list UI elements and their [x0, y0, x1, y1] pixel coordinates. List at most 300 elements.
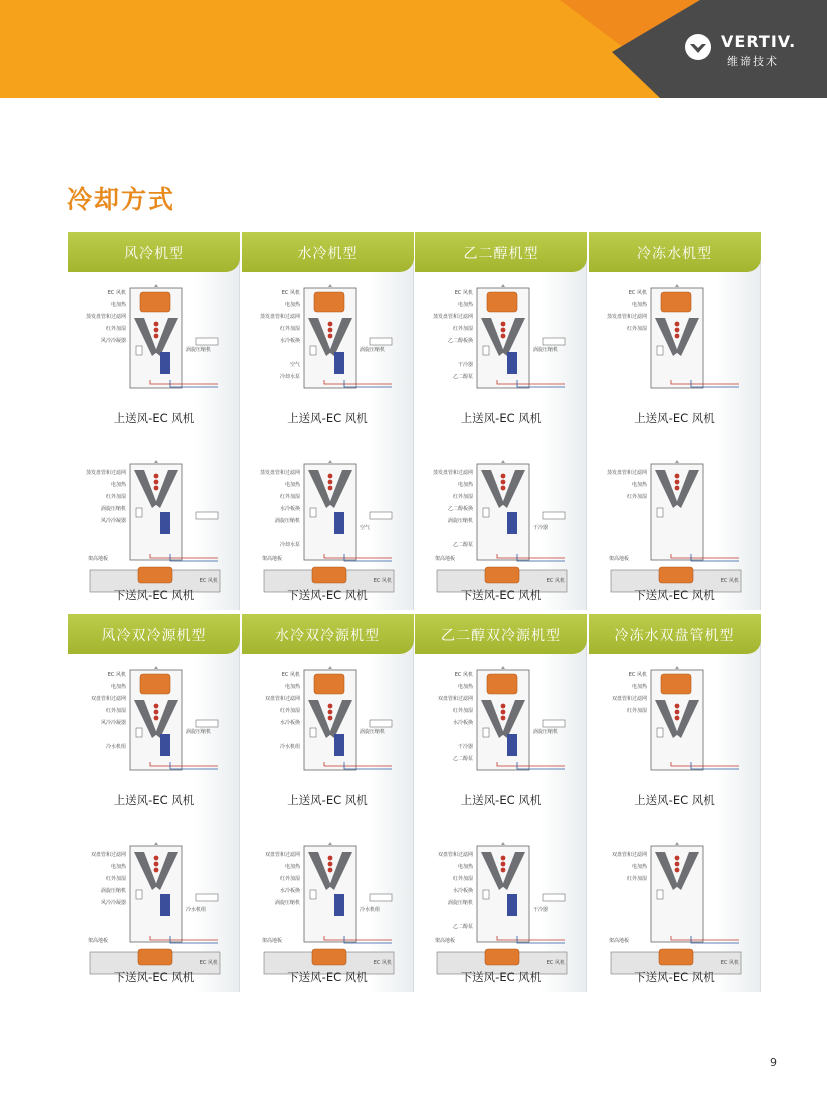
ec-fan	[487, 292, 517, 312]
electric-heater	[501, 334, 506, 339]
electric-heater	[327, 862, 332, 867]
diagram-label: 涡旋压缩机	[533, 347, 559, 353]
outdoor-unit	[196, 894, 218, 901]
diagram-label: 红外加湿	[452, 708, 473, 714]
card-title-tab: 风冷双冷源机型	[68, 614, 240, 654]
ec-fan	[314, 674, 344, 694]
diagram-label: 冷却水泵	[279, 374, 300, 380]
diagram-label: 风冷冷凝器	[100, 900, 126, 906]
diagram-label: 电加热	[284, 302, 300, 308]
scroll-compressor	[160, 352, 170, 374]
electric-heater	[154, 474, 159, 479]
airflow-arrow	[501, 460, 505, 463]
ec-fan	[138, 949, 172, 965]
diagram-label: 涡旋压缩机	[100, 506, 126, 512]
outdoor-unit	[543, 512, 565, 519]
outdoor-unit	[543, 894, 565, 901]
diagram-label: 冷水机组	[279, 744, 300, 750]
diagram-label: EC 风机	[107, 290, 126, 296]
electric-heater	[327, 480, 332, 485]
electric-heater	[327, 716, 332, 721]
electric-heater	[501, 322, 506, 327]
electric-heater	[501, 862, 506, 867]
airflow-arrow	[154, 284, 158, 287]
upflow-caption: 上送风-EC 风机	[287, 411, 368, 425]
diagram-label: EC 风机	[628, 672, 647, 678]
outdoor-unit	[196, 720, 218, 727]
diagram-label: 干冷器	[457, 362, 473, 368]
diagram-label: 乙二醇泵	[452, 924, 473, 930]
upflow-caption: 上送风-EC 风机	[634, 793, 715, 807]
electric-heater	[327, 328, 332, 333]
electric-heater	[154, 856, 159, 861]
diagram-label: 乙二醇板换	[447, 506, 473, 512]
card-title-tab: 水冷机型	[242, 232, 414, 272]
diagram-label: 红外加湿	[626, 708, 647, 714]
outdoor-unit	[196, 512, 218, 519]
downflow-caption: 下送风-EC 风机	[287, 588, 368, 602]
scroll-compressor	[507, 894, 517, 916]
electric-heater	[501, 710, 506, 715]
diagram-label: 涡旋压缩机	[186, 729, 212, 735]
diagram-label: 红外加湿	[452, 876, 473, 882]
downflow-caption: 下送风-EC 风机	[113, 970, 195, 984]
diagram-label: EC 风机	[199, 578, 218, 584]
downflow-diagram	[68, 836, 240, 976]
diagram-label: 乙二醇泵	[452, 374, 473, 380]
electric-heater	[501, 856, 506, 861]
electric-heater	[501, 868, 506, 873]
electric-heater	[674, 486, 679, 491]
diagram-label: 涡旋压缩机	[274, 518, 300, 524]
unit-schematic	[242, 276, 414, 416]
infrared-humidifier	[657, 890, 663, 899]
upflow-diagram	[415, 276, 587, 416]
upflow-caption: 上送风-EC 风机	[287, 793, 368, 807]
diagram-label: 红外加湿	[105, 326, 126, 332]
downflow-caption: 下送风-EC 风机	[460, 970, 542, 984]
electric-heater	[327, 704, 332, 709]
diagram-label: 电加热	[457, 482, 473, 488]
upflow-caption: 上送风-EC 风机	[113, 411, 195, 425]
diagram-label: 红外加湿	[626, 494, 647, 500]
electric-heater	[154, 480, 159, 485]
unit-schematic	[589, 454, 761, 594]
ec-fan	[140, 292, 170, 312]
diagram-label: 双盘管和过滤网	[264, 696, 300, 702]
diagram-label: EC 风机	[373, 578, 392, 584]
upflow-caption: 上送风-EC 风机	[460, 793, 542, 807]
electric-heater	[154, 716, 159, 721]
diagram-label: 蒸发盘管和过滤网	[85, 470, 126, 476]
diagram-label: EC 风机	[546, 578, 565, 584]
electric-heater	[501, 328, 506, 333]
diagram-label: 干冷器	[457, 744, 473, 750]
unit-schematic	[415, 658, 587, 798]
outdoor-unit	[370, 338, 392, 345]
downflow-diagram	[242, 454, 414, 594]
diagram-label: 干冷器	[533, 525, 549, 531]
diagram-label: 涡旋压缩机	[186, 347, 212, 353]
diagram-label: 电加热	[110, 482, 126, 488]
diagram-label: 涡旋压缩机	[447, 900, 473, 906]
diagram-label: 红外加湿	[105, 494, 126, 500]
electric-heater	[501, 474, 506, 479]
upflow-diagram	[242, 658, 414, 798]
diagram-label: 冷水机组	[359, 907, 380, 913]
diagram-label: 红外加湿	[626, 876, 647, 882]
airflow-arrow	[154, 460, 158, 463]
diagram-label: 涡旋压缩机	[359, 347, 385, 353]
scroll-compressor	[334, 512, 344, 534]
electric-heater	[327, 868, 332, 873]
airflow-arrow	[501, 284, 505, 287]
unit-schematic	[68, 454, 240, 594]
diagram-label: 涡旋压缩机	[359, 729, 385, 735]
diagram-label: 红外加湿	[279, 708, 300, 714]
electric-heater	[501, 716, 506, 721]
diagram-label: 架高地板	[261, 556, 282, 562]
airflow-arrow	[154, 842, 158, 845]
diagram-label: EC 风机	[281, 672, 300, 678]
diagram-label: 电加热	[631, 684, 647, 690]
scroll-compressor	[507, 352, 517, 374]
airflow-arrow	[675, 284, 679, 287]
infrared-humidifier	[136, 508, 142, 517]
infrared-humidifier	[657, 508, 663, 517]
diagram-label: 电加热	[110, 684, 126, 690]
downflow-caption: 下送风-EC 风机	[460, 588, 542, 602]
electric-heater	[674, 716, 679, 721]
upflow-diagram	[68, 276, 240, 416]
unit-schematic	[68, 276, 240, 416]
cooling-methods-grid	[68, 232, 762, 1010]
diagram-label: 蒸发盘管和过滤网	[606, 470, 647, 476]
brand-name: VERTIV.	[721, 32, 797, 51]
diagram-label: 涡旋压缩机	[100, 888, 126, 894]
diagram-label: 蒸发盘管和过滤网	[606, 314, 647, 320]
electric-heater	[154, 328, 159, 333]
cooling-type-card	[415, 614, 587, 992]
diagram-label: 电加热	[631, 482, 647, 488]
scroll-compressor	[507, 512, 517, 534]
section-title: 冷却方式	[67, 185, 176, 214]
infrared-humidifier	[136, 728, 142, 737]
diagram-label: EC 风机	[720, 960, 739, 966]
ec-fan	[314, 292, 344, 312]
electric-heater	[674, 334, 679, 339]
diagram-label: 架高地板	[435, 938, 456, 944]
unit-schematic	[68, 658, 240, 798]
card-title-tab: 冷冻水双盘管机型	[589, 614, 761, 654]
unit-schematic	[589, 658, 761, 798]
diagram-label: 双盘管和过滤网	[437, 852, 473, 858]
diagram-label: 涡旋压缩机	[447, 518, 473, 524]
electric-heater	[674, 710, 679, 715]
diagram-label: 电加热	[631, 864, 647, 870]
upflow-caption: 上送风-EC 风机	[113, 793, 195, 807]
infrared-humidifier	[310, 728, 316, 737]
infrared-humidifier	[657, 346, 663, 355]
infrared-humidifier	[483, 890, 489, 899]
scroll-compressor	[160, 894, 170, 916]
diagram-label: 水冷板换	[452, 720, 473, 726]
unit-schematic	[415, 454, 587, 594]
scroll-compressor	[507, 734, 517, 756]
diagram-label: 蒸发盘管和过滤网	[432, 470, 473, 476]
diagram-label: 乙二醇板换	[447, 338, 473, 344]
electric-heater	[154, 486, 159, 491]
electric-heater	[674, 328, 679, 333]
infrared-humidifier	[136, 346, 142, 355]
diagram-label: 双盘管和过滤网	[90, 852, 126, 858]
unit-schematic	[242, 836, 414, 976]
diagram-label: 空气	[289, 362, 300, 368]
diagram-label: EC 风机	[281, 290, 300, 296]
airflow-arrow	[501, 842, 505, 845]
card-title-tab: 风冷机型	[68, 232, 240, 272]
electric-heater	[154, 334, 159, 339]
outdoor-unit	[543, 720, 565, 727]
electric-heater	[327, 474, 332, 479]
airflow-arrow	[675, 460, 679, 463]
electric-heater	[674, 868, 679, 873]
electric-heater	[154, 862, 159, 867]
electric-heater	[327, 322, 332, 327]
airflow-arrow	[328, 666, 332, 669]
brand-logo	[683, 30, 813, 74]
upflow-diagram	[242, 276, 414, 416]
airflow-arrow	[501, 666, 505, 669]
downflow-diagram	[589, 836, 761, 976]
diagram-label: 水冷板换	[279, 338, 300, 344]
diagram-label: 乙二醇泵	[452, 542, 473, 548]
downflow-diagram	[415, 836, 587, 976]
cooling-type-card	[242, 614, 414, 992]
vertiv-logo-icon	[683, 32, 713, 62]
outdoor-unit	[370, 894, 392, 901]
electric-heater	[154, 868, 159, 873]
ec-fan	[312, 949, 346, 965]
diagram-label: 电加热	[457, 684, 473, 690]
outdoor-unit	[370, 512, 392, 519]
diagram-label: 空气	[359, 525, 370, 531]
cooling-type-card	[68, 614, 240, 992]
cooling-type-card	[68, 232, 240, 610]
electric-heater	[501, 704, 506, 709]
electric-heater	[674, 474, 679, 479]
cooling-type-card	[589, 232, 761, 610]
scroll-compressor	[160, 512, 170, 534]
diagram-label: 双盘管和过滤网	[90, 696, 126, 702]
diagram-label: 电加热	[110, 864, 126, 870]
diagram-label: 风冷冷凝器	[100, 518, 126, 524]
diagram-label: EC 风机	[454, 290, 473, 296]
downflow-diagram	[68, 454, 240, 594]
diagram-label: 电加热	[457, 302, 473, 308]
upflow-diagram	[68, 658, 240, 798]
diagram-label: 涡旋压缩机	[533, 729, 559, 735]
unit-schematic	[589, 836, 761, 976]
ec-fan	[138, 567, 172, 583]
airflow-arrow	[328, 842, 332, 845]
electric-heater	[501, 480, 506, 485]
diagram-label: 红外加湿	[452, 494, 473, 500]
card-title-tab: 水冷双冷源机型	[242, 614, 414, 654]
electric-heater	[327, 710, 332, 715]
diagram-label: 电加热	[284, 864, 300, 870]
infrared-humidifier	[310, 346, 316, 355]
infrared-humidifier	[483, 728, 489, 737]
diagram-label: 电加热	[284, 684, 300, 690]
electric-heater	[674, 480, 679, 485]
outdoor-unit	[196, 338, 218, 345]
diagram-label: 架高地板	[608, 938, 629, 944]
diagram-label: 双盘管和过滤网	[264, 852, 300, 858]
upflow-diagram	[589, 276, 761, 416]
upflow-diagram	[589, 658, 761, 798]
electric-heater	[674, 704, 679, 709]
infrared-humidifier	[483, 346, 489, 355]
downflow-caption: 下送风-EC 风机	[113, 588, 195, 602]
unit-schematic	[242, 454, 414, 594]
diagram-label: EC 风机	[373, 960, 392, 966]
card-title-tab: 冷冻水机型	[589, 232, 761, 272]
diagram-label: 水冷板换	[452, 888, 473, 894]
electric-heater	[327, 334, 332, 339]
card-title-tab: 乙二醇机型	[415, 232, 587, 272]
electric-heater	[674, 856, 679, 861]
diagram-label: 风冷冷凝器	[100, 338, 126, 344]
diagram-label: EC 风机	[107, 672, 126, 678]
upflow-diagram	[415, 658, 587, 798]
diagram-label: 双盘管和过滤网	[437, 696, 473, 702]
diagram-label: 红外加湿	[279, 494, 300, 500]
diagram-label: 架高地板	[608, 556, 629, 562]
diagram-label: 蒸发盘管和过滤网	[85, 314, 126, 320]
diagram-label: 架高地板	[88, 938, 109, 944]
downflow-caption: 下送风-EC 风机	[634, 588, 715, 602]
diagram-label: 红外加湿	[626, 326, 647, 332]
diagram-label: 电加热	[284, 482, 300, 488]
diagram-label: 蒸发盘管和过滤网	[259, 470, 300, 476]
diagram-label: 红外加湿	[279, 326, 300, 332]
electric-heater	[154, 704, 159, 709]
upflow-caption: 上送风-EC 风机	[460, 411, 542, 425]
ec-fan	[661, 674, 691, 694]
scroll-compressor	[160, 734, 170, 756]
electric-heater	[501, 486, 506, 491]
downflow-diagram	[415, 454, 587, 594]
diagram-label: 架高地板	[435, 556, 456, 562]
downflow-diagram	[242, 836, 414, 976]
diagram-label: 蒸发盘管和过滤网	[259, 314, 300, 320]
diagram-label: 红外加湿	[105, 708, 126, 714]
diagram-label: EC 风机	[720, 578, 739, 584]
diagram-label: 架高地板	[261, 938, 282, 944]
scroll-compressor	[334, 894, 344, 916]
diagram-label: 电加热	[457, 864, 473, 870]
outdoor-unit	[543, 338, 565, 345]
header-banner	[0, 0, 827, 98]
unit-schematic	[415, 276, 587, 416]
diagram-label: 架高地板	[88, 556, 109, 562]
diagram-label: 红外加湿	[105, 876, 126, 882]
ec-fan	[659, 567, 693, 583]
diagram-label: 蒸发盘管和过滤网	[432, 314, 473, 320]
cooling-type-card	[415, 232, 587, 610]
diagram-label: EC 风机	[546, 960, 565, 966]
airflow-arrow	[675, 666, 679, 669]
airflow-arrow	[328, 460, 332, 463]
downflow-diagram	[589, 454, 761, 594]
outdoor-unit	[370, 720, 392, 727]
diagram-label: 电加热	[631, 302, 647, 308]
ec-fan	[312, 567, 346, 583]
airflow-arrow	[675, 842, 679, 845]
diagram-label: EC 风机	[199, 960, 218, 966]
infrared-humidifier	[657, 728, 663, 737]
unit-schematic	[589, 276, 761, 416]
unit-schematic	[68, 836, 240, 976]
diagram-label: 双盘管和过滤网	[611, 696, 647, 702]
diagram-label: 双盘管和过滤网	[611, 852, 647, 858]
diagram-label: 冷却水泵	[279, 542, 300, 548]
diagram-label: 水冷板换	[279, 888, 300, 894]
electric-heater	[674, 322, 679, 327]
diagram-label: 红外加湿	[279, 876, 300, 882]
electric-heater	[154, 322, 159, 327]
airflow-arrow	[328, 284, 332, 287]
diagram-label: 电加热	[110, 302, 126, 308]
infrared-humidifier	[310, 890, 316, 899]
diagram-label: 风冷冷凝器	[100, 720, 126, 726]
diagram-label: 冷水机组	[186, 907, 207, 913]
ec-fan	[661, 292, 691, 312]
diagram-label: 乙二醇泵	[452, 756, 473, 762]
infrared-humidifier	[483, 508, 489, 517]
ec-fan	[659, 949, 693, 965]
downflow-caption: 下送风-EC 风机	[634, 970, 715, 984]
diagram-label: 红外加湿	[452, 326, 473, 332]
electric-heater	[327, 486, 332, 491]
diagram-label: 水冷板换	[279, 506, 300, 512]
ec-fan	[487, 674, 517, 694]
scroll-compressor	[334, 352, 344, 374]
diagram-label: 水冷板换	[279, 720, 300, 726]
airflow-arrow	[154, 666, 158, 669]
brand-subtitle: 维谛技术	[727, 55, 779, 68]
downflow-caption: 下送风-EC 风机	[287, 970, 368, 984]
cooling-type-card	[242, 232, 414, 610]
infrared-humidifier	[310, 508, 316, 517]
scroll-compressor	[334, 734, 344, 756]
page-number: 9	[770, 1056, 777, 1069]
diagram-label: EC 风机	[454, 672, 473, 678]
diagram-label: EC 风机	[628, 290, 647, 296]
ec-fan	[485, 949, 519, 965]
unit-schematic	[415, 836, 587, 976]
unit-schematic	[242, 658, 414, 798]
electric-heater	[327, 856, 332, 861]
diagram-label: 涡旋压缩机	[274, 900, 300, 906]
card-title-tab: 乙二醇双冷源机型	[415, 614, 587, 654]
infrared-humidifier	[136, 890, 142, 899]
cooling-type-card	[589, 614, 761, 992]
ec-fan	[485, 567, 519, 583]
electric-heater	[674, 862, 679, 867]
upflow-caption: 上送风-EC 风机	[634, 411, 715, 425]
